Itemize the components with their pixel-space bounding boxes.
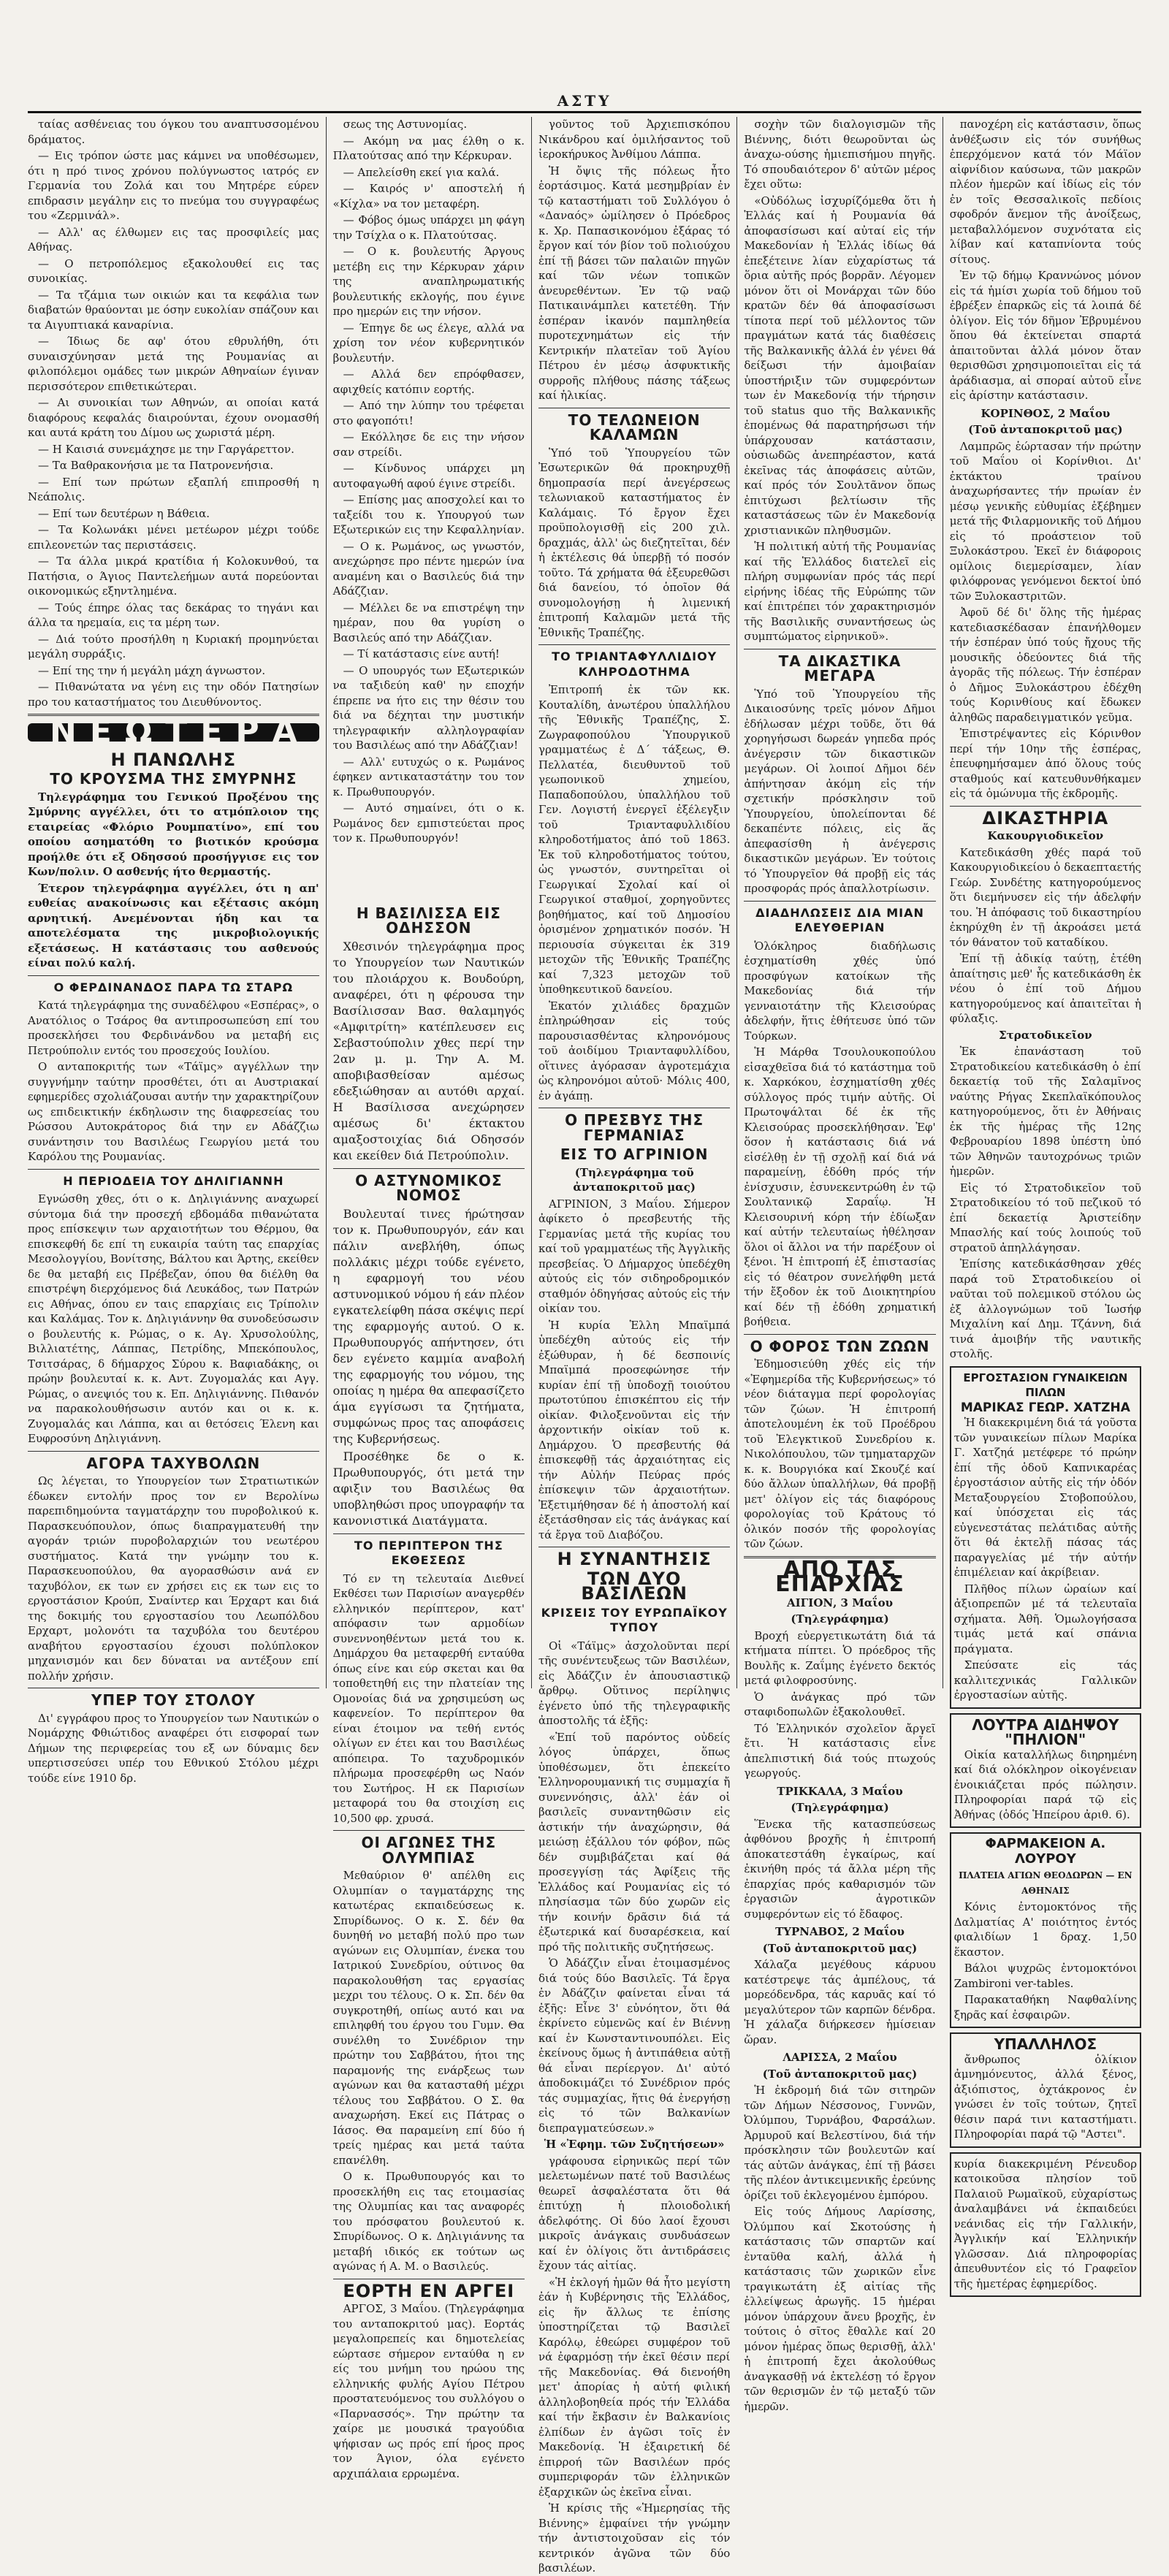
paragraph: — Ίδιως δε αφ' ότου εθρυλήθη, ότι συναισχύνησαν μετά της Ρουμανίας αι φιλοπόλεμοι ομάδες των μικρών Αθηναίων έγιναν περισσότερον επιθετικώτεραι.	[28, 335, 319, 393]
dateline: ΑΙΓΙΟΝ, 3 Μαΐου	[787, 1596, 894, 1609]
article-heading: ΟΙ ΑΓΩΝΕΣ ΤΗΣ ΟΛΥΜΠΙΑΣ	[361, 1834, 497, 1867]
section-heading: ΔΙΚΑΣΤΗΡΙΑ	[982, 807, 1109, 828]
paragraph: Ἡ κυρία Ἑλλη Μπαϊμπά ὑπεδέχθη αὐτούς εἰς τήν ἐξώθυραν, ἡ δέ δεσποινίς Μπαϊμπά προσεφώνησε τήν κυρίαν ἐπί τῇ ὑποδοχῇ τοιούτου πρωτοτύπου ἐπισκέπτου εἰς τήν οἰκίαν. Φιλοξενοῦνται εἰς τήν ἀρχοντικήν οἰκίαν τοῦ κ. Δημάρχου. Ὁ πρεσβευτής θά ἐπισκεφθῇ τάς ἀρχαιότητας εἰς τήν Αὐλήν Πεύρας πρός ἐπίσκεψιν τῶν ἀρχαιοτήτων. Ἐξετιμήθησαν δέ ἡ ἀποστολή καί ἐξετάσθησαν εἰς τάς ἀνάγκας καί τά ἔργα τοῦ Διαβόζου.	[538, 1318, 731, 1542]
section-heading: Η ΠΑΝΩΛΗΣ	[110, 749, 237, 770]
paragraph: — Πιθανώτατα να γένη εις την οδόν Πατησίων προ του καταστήματος του Διευθύνοντος.	[28, 680, 319, 709]
paragraph: Βροχή εὐεργετικωτάτη διά τά κτήματα πίπτει. Ὁ πρόεδρος τῆς Βουλῆς κ. Ζαΐμης ἐγένετο δεκτός μετά φιλοφροσύνης.	[744, 1628, 936, 1687]
paragraph: — Επί των πρώτων εξαπλή επιπροσθή η Νεάπολις.	[28, 475, 319, 503]
paragraph: Τό Ἑλληνικόν σχολεῖον ἄργεῖ ἔτι. Ἡ κατάστασις εἶνε ἀπελπιστική διά τούς πτωχούς γεωργούς.	[744, 1721, 936, 1780]
paragraph: — Τα άλλα μικρά κρατίδια ή Κολοκυνθού, τα Πατήσια, ο Άγιος Παντελεήμων αυτά πορεύονται οικονομικώς εξηντλημένα.	[28, 555, 319, 598]
paragraph: — Αλλ' ευτυχώς ο κ. Ρωμάνος έφηκεν αντικαταστάτην του τον κ. Πρωθυπουργόν.	[332, 755, 525, 799]
advertisement	[950, 2032, 1141, 2148]
paragraph: — Διά τούτο προσήλθη η Κυριακή προμηνύεται μεγάλη συρράξις.	[28, 632, 319, 660]
article-heading: Ο ΑΣΤΥΝΟΜΙΚΟΣ ΝΟΜΟΣ	[355, 1171, 503, 1204]
paragraph: Οἰκία καταλλήλως διηρημένη καί διά ολόκληρον οἰκογένειαν ἐνοικιάζεται πρός πώλησιν. Πληροφορίαι παρά τῷ εἰς Ἀθήνας (ὁδός Ἡπείρου ἀριθ. 6).	[953, 1748, 1138, 1821]
article-heading: ΕΟΡΤΗ ΕΝ ΑΡΓΕΙ	[343, 2280, 515, 2301]
paragraph: Ὑπό τοῦ Ὑπουργείου τῆς Δικαιοσύνης τρεῖς μόνον Δῆμοι ἐδήλωσαν μέχρι τοῦδε, ὅτι θά χορηγήσωσι δωρεάν γηπεδα πρός ἀνέγερσιν τῶν δικαστικῶν μεγάρων. Οἱ λοιποί Δῆμοι δέν ἀπήντησαν ἀκόμη εἰς τήν σχετικήν πρόσκλησιν τοῦ Ὑπουργείου, ὑπολείπονται δέ δεκαπέντε πόλεις, εἰς ἅς ἀπεφασίσθη ἡ ἀνέγερσις δικαστικῶν μεγάρων. Ἐν τούτοις τό Ὑπουργεῖον θά προβῇ εἰς τάς προσφοράς πρός ἀπαλλοτρίωσιν.	[744, 687, 936, 895]
paragraph: Ἐπιστρέψαντες εἰς Κόρινθον περί τήν 10ην τῆς ἑσπέρας, ἐπευφημήσαμεν ἀπό ὅλους τούς σταθμούς καί κατευθυνθήκαμεν εἰς τά ὁμώνυμα τῆς ἐκδρομῆς.	[949, 727, 1142, 800]
paragraph: Ἡ πολιτική αὐτή τῆς Ρουμανίας καί τῆς Ἑλλάδος διατελεῖ εἰς πλήρη συμφωνίαν πρός τάς περί εἰρήνης ἰδέας τῆς Εὐρώπης τῶν καί ἐπιτρέπει τόν χαρακτηρισμόν τῆς Βασιλικῆς συναντήσεως ὡς συμπτώματος εἰρηνικοῦ».	[744, 540, 936, 643]
dateline: ΚΟΡΙΝΘΟΣ, 2 Μαΐου	[980, 406, 1111, 420]
paragraph: — Ο κ. Ρωμάνος, ως γνωστόν, ανεχώρησε προ πέντε ημερών ίνα αναμένη και ο Βασιλεύς διά την Αδάζζιαν.	[332, 539, 525, 598]
paragraph: — Η Καισιά συνεμάχησε με την Γαργάρεττον.	[38, 442, 294, 456]
article-subheading: Ἡ «Ἐφημ. τῶν Συζητήσεων»	[544, 2138, 725, 2151]
divider	[28, 1169, 319, 1170]
ad-heading: ΥΠΑΛΛΗΛΟΣ	[994, 2035, 1097, 2053]
article-subheading: ΕΙΣ ΤΟ ΑΓΡΙΝΙΟΝ	[560, 1146, 709, 1163]
paragraph: — Ακόμη να μας έλθη ο κ. Πλατούτσας από την Κέρκυραν.	[332, 134, 525, 162]
paragraph: — Εις τρόπον ώστε μας κάμνει να υποθέσωμεν, ότι η πρό τινος χρόνου πολύγνωστος ιατρός εν Γερμανία του Ζολά και του Μητρέρε εύρεν επιδρασιν μεγάλην εις το πνεύμα του συγγραφέως του «Ζερμινάλ».	[28, 149, 319, 222]
paragraph: ἄνθρωπος ὁλίκιον ἀμνημόνευτος, ἀλλά ξένος, ἀξιόπιστος, ὀχτάκρονος ἐν γνώσει ἐν τοῖς τούτων, ζητεῖ θέσιν παρά τινι καταστήματι. Πληροφορίαι παρά τῷ "Αστει".	[953, 2052, 1138, 2141]
paragraph: Ἐπιτροπή ἐκ τῶν κκ. Κουταλίδη, ἀνωτέρου ὑπαλλήλου τῆς Ἐθνικῆς Τραπέζης, Σ. Ζωγραφοπούλου Ὑπουργικοῦ γραμματέως ἐ Δ΄ τάξεως, Θ. Πελλατέα, διευθυντοῦ τοῦ γεωπονικοῦ χημείου, Παπαδοπούλου, ὑπαλλήλου τοῦ Γεν. Λογιστή ἐνεργεῖ ἐξέλεγξιν τοῦ Τριανταφυλλιδίου κληροδοτήματος ἀπό τοῦ 1863. Ἐκ τοῦ κληροδοτήματος τούτου, ὡς γνωστόν, συντηρεῖται οἱ Γεωργικαί Σχολαί καί οἱ Γεωργικοί σταθμοί, χορηγοῦντες βοηθήματος, καί τοῦ Δημοσίου ὁρισμένον χρηματικόν ποσόν. Ἡ περιουσία σύγκειται ἐκ 319 μετοχῶν τῆς Ἐθνικῆς Τραπέζης καί 7,323 μετοχῶν τοῦ ὑποθηκευτικοῦ δανείου.	[538, 683, 731, 996]
paragraph: «Ἡ ἐκλογή ἡμῶν θά ἦτο μεγίστη ἐάν ἡ Κυβέρνησις τῆς Ἑλλάδος, εἰς ἥν ἄλλως τε ἐπίσης ὑποστηρίζεται τῷ Βασιλεῖ Καρόλῳ, ἐθεώρει συμφέρον τοῦ νά ἐφαρμόσῃ τήν ἐκεῖ θέσιν περί τῆς Μακεδονίας. Θά διενοήθη μετ' ἀπορίας ἡ αὐτή φιλική ἀλληλοβοηθεία πρός τήν Ἑλλάδα καί τήν ἔκβασιν ἐν Βαλκανίοις ἐλπίδων ἐν ἀγῶσι τοῖς ἐν Μακεδονίᾳ. Ἡ ἐξαιρετική δέ ἐπιρροή τῶν Βασιλέων πρός συμπεριφοράν τῶν ἑλληνικῶν ἐξαρχικῶν ὡς ἐκεῖνα εἶναι.	[538, 2275, 731, 2499]
paragraph: Κατά τηλεγράφημα της συναδέλφου «Εσπέρας», ο Ανατόλιος ο Τσάρος θα αντιπροσωπεύση επί του προσεκλήσει του Φερδινάνδου να μεταβή εις Πετρούπολιν εντός του προσεχούς Ιουλίου.	[28, 999, 319, 1057]
paragraph: γοῦντος τοῦ Ἀρχιεπισκόπου Νικάνδρου καί ὁμιλήσαντος τοῦ ἱεροκήρυκος Ἀνθίμου Λάππα.	[538, 118, 731, 161]
paragraph: — Ο κ. βουλευτής Άργους μετέβη εις την Κέρκυραν χάριν της αναπληρωματικής βουλευτικής εκλογής, που έγινε προ ημερών εις την νήσον.	[332, 245, 525, 318]
paragraph: Ἡ Μάρθα Τσουλουκοπούλου εἰσαχθεῖσα διά τό κατάστημα τοῦ κ. Χαρκόκου, ἐσχηματίσθη χθές σύλλογος πρός τιμήν αὐτῆς. Οἱ Πρωτοψάλται δέ ἐκ τῆς Κλεισούρας προσεκλήθησαν. Ἐφ' ὅσον ἡ κατάστασις διά νά εἰσέλθῃ ἐν τῇ σχολῇ καί διά νά παραμείνῃ, ἐδόθη πρός τήν ἐνίσχυσιν, ἐσυνεκεντρώθη ἐν τῷ Σουλτανικῷ Σαραΐῳ. Ἡ Κλεισουρινή κόρη τήν ἐδίωξαν καί αὐτήν τελευταίως ἠθέλησαν ὅλοι οἱ ἄλλοι να τήν παρέξουν οἱ ξένοι. Ἡ ἐπιτροπή ἐξ ἐπιστασίας εἰς τό θέατρον συνελήφθη μετά τήν ἔξοδον ἐκ τοῦ Διοικητηρίου καί δέν τῇ ἐδόθη χρηματική βοήθεια.	[744, 1045, 936, 1328]
paragraph: Ἐδημοσιεύθη χθές εἰς τήν «Ἐφημερίδα τῆς Κυβερνήσεως» τό νέον διάταγμα περί φορολογίας τῶν ζώων. Ἡ ἐπιτροπή ἀποτελουμένη ἐκ τοῦ Προέδρου τοῦ Ἐλεγκτικοῦ Συνεδρίου κ. Νικολόπουλου, τῶν τμηματαρχῶν κ. κ. Βουργιόκα καί Σκουζέ καί δύο ἄλλων ὑπαλλήλων, θά προβῇ μετ' ὀλίγον εἰς τάς διαφόρους φορολογίας τοῦ Κράτους τό ὁλικόν ποσόν τῆς φορολογίας τῶν ζώων.	[744, 1357, 936, 1550]
dateline: ΤΥΡΝΑΒΟΣ, 2 Μαΐου	[775, 1925, 905, 1938]
paragraph: Παρακαταθήκη Ναφθαλίνης ξηρᾶς καί ἐσφαιρῶν.	[953, 1993, 1138, 2021]
telegram-note: (Τηλεγράφημα τοῦ ἀνταποκριτοῦ μας)	[573, 1165, 696, 1194]
article-subheading: Στρατοδικεῖον	[999, 1028, 1092, 1042]
article-heading: ΤΑ ΔΙΚΑΣΤΙΚΑ ΜΕΓΑΡΑ	[778, 652, 902, 685]
paragraph: Προσέθηκε δε ο κ. Πρωθυπουργός, ότι μετά την αφιξιν του Βασιλέως θα υποβληθώσι προς υπογραφήν τα κανονιστικά Διατάγματα.	[332, 1449, 525, 1528]
telegram-note: (Τοῦ ἀνταποκριτοῦ μας)	[762, 1941, 918, 1955]
paragraph: — Τα Βαθρακονήσια με τα Πατρονενήσια.	[38, 459, 274, 472]
paragraph: Πλῆθος πίλων ὡραίων καί ἀξιοπρεπῶν μέ τά τελευταῖα σχήματα. Ἀθῆ. Ὁμωλογήσασα τιμάς μετά καί σπάνια πράγματα.	[953, 1582, 1138, 1655]
dateline: ΛΑΡΙΣΣΑ, 2 Μαΐου	[782, 2051, 897, 2064]
telegram-note: (Τηλεγράφημα)	[791, 1801, 889, 1814]
telegram-note: (Τοῦ ἀνταποκριτοῦ μας)	[762, 2067, 918, 2081]
paragraph: — Καιρός ν' αποστελή ή «Κίχλα» να τον μεταφέρη.	[332, 182, 525, 210]
paragraph: — Φόβος όμως υπάρχει μη φάγη την Τσίχλα ο κ. Πλατούτσας.	[332, 213, 525, 242]
paragraph: Εἰς τούς Δήμους Λαρίσσης, Ὀλύμπου καί Σκοτούσης ἡ κατάστασις τῶν σπαρτῶν καί ἐνταῦθα καλή, ἀλλά ἡ κατάστασις τῶν χωρικῶν εἶνε τραγικωτάτη ἐξ αἰτίας τῆς ἐλλείψεως ἀρωγῆς. 15 ἡμέραι μόνον ὑπάρχουν ἄνευ βροχῆς, ἐν τούτοις ὁ σῖτος ἔθαλλε καί 20 μόνον ἡμέρας ὅπως θερισθῇ, ἀλλ' ἡ ἐπιτροπή ἔχει ἀκολούθως ἀναγκασθῇ νά ἐκτελέσῃ τό ἔργον τῶν θερισμῶν ἐν τῷ μεταξύ τῶν ἡμερῶν.	[744, 2205, 936, 2413]
paragraph: Οἱ «Τάϊμς» ἀσχολοῦνται περί τῆς συνέντευξεως τῶν Βασιλέων, εἰς Ἀδάζζιν ἐν ἀπουσιαστικῷ ἄρθρῳ. Οὕτινος περίληψις ἐγένετο ὑπό τῆς τηλεγραφικῆς ἀποστολῆς τά ἑξῆς:	[538, 1639, 731, 1727]
paragraph: — Εκόλλησε δε εις την νήσον σαν στρείδι.	[332, 430, 525, 459]
paragraph: — Επίσης μας αποσχολεί και το ταξείδι του κ. Υπουργού των Εξωτερικών εις την Κεφαλληνίαν.	[332, 493, 525, 536]
paragraph: — Μέλλει δε να επιστρέψη την ημέραν, που θα γυρίση ο Βασιλεύς από την Αδάζζιαν.	[332, 601, 525, 644]
paragraph: Ἐπίσης κατεδικάσθησαν χθές παρά τοῦ Στρατοδικείου οἱ ναῦται τοῦ πολεμικοῦ στόλου ὡς ἐξ ἀλλογνώμων τοῦ Ἰωσήφ Μιχαλίνη καί Δημ. Τζάννη, διά τινά ἀμοιβήν τῆς ναυτικῆς στολῆς.	[949, 1257, 1142, 1360]
paragraph: «Ἐπί τοῦ παρόντος οὐδείς λόγος ὑπάρχει, ὅπως ὑποθέσωμεν, ὅτι ἐπεκείτο Ἑλληνορουμανική τις συμμαχία ἤ συνεννόησις, ἀλλ' ἐάν οἱ βασιλεῖς συναντηθῶσιν εἰς ἀστικήν τήν ἀναχώρησιν, θά μειώσῃ ἐξάλλου τόν φόβον, πῶς δέν συμβιβάζεται καί θά προσεγγίσῃ τάς Ἀφίξεις τῆς Ἑλλάδος καί Ρουμανίας εἰς τό πλησίασμα τῶν δύο χωρῶν εἰς τήν κοινήν δρᾶσιν διά τά ἐξωτερικά καί δυσαρέσκεια, καί πρό τῆς πολιτικῆς συζητήσεως.	[538, 1730, 731, 1954]
paragraph: — Τούς έπηρε όλας τας δεκάρας το τηγάνι και άλλα τα ηρεμαία, εις τα μέρη των.	[28, 601, 319, 629]
paragraph: Ἡ ἐκδρομή διά τῶν σιτηρῶν τῶν Δήμων Νέσσονος, Γυννῶν, Ὀλύμπου, Τυρνάβου, Φαρσάλων. Ἀρμυροῦ καί Βελεστίνου, διά τήν πρόσκλησιν τῶν βουλευτῶν καί τάς αὐτῶν ἀνάγκας, ἐπί τῇ βάσει τῆς πλέον ἀντικειμενικῆς ἐρεύνης ὁρίζει τοῦ ἐκλεγομένου ἐμπόρου.	[744, 2084, 936, 2202]
paragraph: — Τα Κολωνάκι μένει μετέωρον μέχρι τούδε επιλεονετών τας περιστάσεις.	[28, 523, 319, 552]
paragraph: Σπεύσατε εἰς τάς καλλιτεχνικάς Γαλλικῶν ἐργοστασίων αὐτῆς.	[953, 1658, 1138, 1702]
ad-heading: ΛΟΥΤΡΑ ΑΙΔΗΨΟΥ	[972, 1715, 1119, 1734]
article-heading: Ο ΠΡΕΣΒΥΣ ΤΗΣ ΓΕΡΜΑΝΙΑΣ	[565, 1111, 704, 1144]
dateline: ΤΡΙΚΚΑΛΑ, 3 Μαΐου	[777, 1784, 903, 1798]
paragraph: — Ο πετροπόλεμος εξακολουθεί εις τας συνοικίας.	[28, 256, 319, 285]
divider	[28, 975, 319, 976]
paragraph: — Από την λύπην του τρέφεται στο φαγοπότι!	[332, 399, 525, 427]
columns	[28, 117, 1142, 2575]
paragraph: Ο κ. Πρωθυπουργός και το προσεκλήθη εις τας ετοιμασίας της Ολυμπίας και τας αναφορές του πρόσφατου βουλευτού κ. Σπυρίδωνος. Ο κ. Δηλιγιάννης τα μεταβή ιδικός εκ τούτων ως αγώνας ή Α. Μ. ο Βασιλεύς.	[332, 2170, 525, 2273]
ad-heading: ΦΑΡΜΑΚΕΙΟΝ Α. ΛΟΥΡΟΥ	[985, 1836, 1106, 1867]
advertisement	[950, 1713, 1141, 1829]
paragraph: Ἐν τῷ δήμῳ Κραννώνος μόνον εἰς τά ἡμίσι χωρία τοῦ δήμου τοῦ ἐβρέξεν ἐπαρκῶς εἰς τά λοιπά δέ ὀλίγον. Εἰς τόν δῆμον Ἐβρυμένου ὅπου θά ἐκτείνεται σπαρτά ἀπαιτοῦνται ἀλλά μόνον ὅταν θερισθῶσι χρησιμοποιεῖται εἰς τά ἀράδιασμα, αἱ σποραί αὐτοῦ εἶνε εἰς ἀρίστην κατάστασιν.	[949, 269, 1142, 402]
paragraph: Βουλευταί τινες ήρώτησαν τον κ. Πρωθυπουργόν, εάν και πάλιν ανεβλήθη, όπως πολλάκις μέχρι τούδε εγένετο, η εφαρμογή του νέου αστυνομικού νόμου ή εάν πλέον εγκατελείφθη πάσα σκέψις περί της εφαρμογής αυτού. Ο κ. Πρωθυπουργός απήντησεν, ότι δεν εγένετο καμμία αναβολή της εφαρμογής του νόμου, της οποίας η ημέρα θα απεφασίζετο άμα εγγίσωσι τα ζητήματα, συμφώνως προς τας αποφάσεις της Κυβερνήσεως.	[332, 1206, 525, 1446]
paragraph: πανοχέρη εἰς κατάστασιν, ὅπως ἀνθέξωσιν εἰς τόν συνήθως ἐπερχόμενον κατά τόν Μάϊον αἰφνίδιον καύσωνα, τῶν μακρῶν πλέον ἡμερῶν καί ἰδίως εἰς τόν ἐν τοῖς Θεσσαλικοῖς πεδίοις σφοδρόν ἄνεμον τῆς ἀνοίξεως, μεταβαλλόμενον συχνότατα εἰς λίβαν καί καταπνίοντα τούς σίτους.	[949, 118, 1142, 266]
article-subheading: Κακουργιοδικεῖον	[987, 829, 1104, 842]
paragraph: Ο ανταποκριτής των «Τάϊμς» αγγέλλων την συγγνήμην ταύτην προσθέτει, ότι αι Αυστριακαί εφημερίδες σχολιάζουσαι αυτήν την χαρακτηρίζουν ως επιδεικτικήν έκδηλωσιν της διαφρεσείας του Ρώσσου Αυτοκράτορος διά την εν Αδάζζιω συνάντησιν του Βασιλέως Γεωργίου μετά του Καρόλου της Ρουμανίας.	[28, 1060, 319, 1163]
ad-subheading: ΠΛΑΤΕΙΑ ΑΓΙΩΝ ΘΕΟΔΩΡΩΝ — ΕΝ ΑΘΗΝΑΙΣ	[959, 1870, 1132, 1896]
divider	[28, 1451, 319, 1452]
running-head	[28, 94, 1141, 113]
paragraph: Χάλαζα μεγέθους κάρυου κατέστρεψε τάς ἀμπέλους, τά μορεόδενδρα, τάς καρυᾶς καί τό μεγαλύτερον τῶν καρπῶν δένδρα. Ἡ χάλαζα διήρκεσεν ἡμίσειαν ὥραν.	[744, 1958, 936, 2046]
paragraph: σοχὴν τῶν διαλογισμῶν τῆς Βιέννης, διότι θεωροῦνται ὡς ἀναχω-ούσης ἡμιεπισήμου πηγῆς. Τό σπουδαιότερον δ' αὐτῶν μέρος ἔχει οὕτω:	[744, 118, 936, 191]
paragraph: γράφουσα εἰρηνικῶς περί τῶν μελετωμένων πατέ τοῦ Βασιλέως θεωρεῖ ἀσφαλέστατα ὅτι θά ἐπιτύχῃ ἡ πλοιοδολική ἀδελφότης. Οἱ δύο λαοί ἔχουσι μικροῖς ἀνάγκαις συνδυάσεων καί ἐν ὀλίγοις ὅτι ἀντιδράσεις ἔχουν τάς αἰτίας.	[538, 2154, 731, 2272]
telegram-note: (Τοῦ ἀνταποκριτοῦ μας)	[968, 423, 1123, 436]
ad-heading: ΜΑΡΙΚΑΣ ΓΕΩΡ. ΧΑΤΖΗΑ	[960, 1400, 1130, 1415]
divider	[333, 1533, 525, 1534]
paragraph: — Τα τζάμια των οικιών και τα κεφάλια των διαβατών θραύονται με όσην ευκολίαν σπάζουν και τα Αιγυπτιακά καναρίνια.	[28, 288, 319, 332]
paragraph: κυρία διακεκριμένη Ρένευδορ κατοικοῦσα πλησίον τοῦ Παλαιοῦ Ρωμαϊκοῦ, εὐχαρίστως ἀναλαμβάνει νά ἐκπαιδεύει νεάνιδας εἰς τήν Γαλλικήν, Ἀγγλικήν καί Ἑλληνικήν γλῶσσαν. Διά πληροφορίας ἀπευθυντέον εἰς τό Γραφεῖον τῆς ἡμετέρας ἐφημερίδος.	[953, 2157, 1138, 2290]
paragraph: Τηλεγράφημα του Γενικού Προξένου της Σμύρνης αγγέλλει, ότι το ατμόπλοιον της εταιρείας «Φλόριο Ρουμπατίνο», επί του οποίου ασηματόθη το βιοτικόν κρούσμα προήλθε ότι εξ Οδησσού προσήγγισε εις τον Κων/πολιν. Ο ασθενής ήτο θερμαστής.	[28, 790, 319, 878]
paragraph: — Τί κατάστασις είνε αυτή!	[343, 647, 500, 660]
paragraph: — Επί της την ή μεγάλη μάχη άγνωστον.	[38, 663, 266, 677]
article-heading: ΤΟ ΤΡΙΑΝΤΑΦΥΛΛΙΔΙΟΥ ΚΛΗΡΟΔΟΤΗΜΑ	[552, 649, 717, 679]
divider	[744, 901, 935, 902]
paragraph: Ἐκ ἐπανάσταση τοῦ Στρατοδικείου κατεδικάσθη ὁ ἐπί δεκαετίᾳ τοῦ τῆς Σαλαμῖνος ναύτης Ρήγας Σκεπλαϊκόπουλος κατηγορούμενος, ὅτι ἐν Ἀθήναις ἐκ τῆς ἡμέρας τῆς 12ης Φεβρουαρίου 1898 ὑπέστη ὑπό τῶν Ἀθηνῶν ταυτοχρόνως τριῶν ἡμερῶν.	[949, 1045, 1142, 1178]
article-heading: ΤΩΝ ΔΥΟ ΒΑΣΙΛΕΩΝ	[581, 1568, 688, 1604]
paragraph: Λαμπρῶς ἑώρτασαν τήν πρώτην τοῦ Μαΐου οἱ Κορίνθιοι. Δι' ἐκτάκτου τραίνου ἀναχωρήσαντες τήν πρωίαν ἐν μέσῳ γενικῆς εὐθυμίας ἐξέβημεν μετά τῆς Φιλαρμονικῆς τοῦ Δήμου εἰς τό προάστειον τοῦ Ξυλοκάστρου. Ἐκεῖ ἐν διάφοροις ομίλοις διεμερίσαμεν, λίαν φιλόφρονας γενόμενοι δεκτοί ὑπό τῶν Ξυλοκαστριτῶν.	[949, 439, 1142, 603]
paragraph: Ὑπό τοῦ Ὑπουργείου τῶν Ἐσωτερικῶν θά προκηρυχθῇ δημοπρασία περί ἀνεγέρσεως τελωνιακοῦ καταστήματος ἐν Καλάμαις. Τό ἔργον ἔχει προϋπολογισθῇ εἰς 200 χιλ. δραχμάς, ἀλλ' ὡς διεζητεῖται, δέν ἡ ἐκτέλεσις θά ὑπερβῇ τό ποσόν τοῦτο. Τά χρήματα θά ἐξευρεθῶσι διά δανείου, τό ὁποῖον θά συνομολογήσῃ ἡ λιμενική ἐπιτροπή Καλαμῶν μετά τῆς Ἐθνικῆς Τραπέζης.	[538, 446, 731, 639]
paragraph: Ὁλόκληρος διαδήλωσις ἐσχηματίσθη χθές ὑπό προσφύγων κατοίκων τῆς Μακεδονίας διά τήν γενναιοτάτην τῆς Κλεισούρας ἀδελφήν, ἥτις ἐθήτευσε ὑπό τῶν Τούρκων.	[744, 939, 936, 1043]
column-2	[326, 117, 531, 2480]
paragraph: σεως της Αστυνομίας.	[343, 118, 468, 131]
advertisement	[950, 1366, 1141, 1709]
paragraph: «Οὐδόλως ἰσχυρίζόμεθα ὅτι ἡ Ἑλλάς καί ἡ Ρουμανία θά ἀποφασίσωσι καί αὐταί εἰς τήν Μακεδονίαν ἡ Ἑλλάς ἰδίως θά ἐπεξέτεινε λίαν εὐχαρίστως τά ὅρια αὐτῆς πρός βορρᾶν. Λέγομεν μόνον ὅτι οἱ Μονάρχαι τῶν δύο κρατῶν δέν θά ἀποφασίσωσι τίποτα περί τοῦ μέλλοντος τῶν πραγμάτων κατά τάς διαθέσεις τῆς Βαλκανικῆς ἀλλά ἐν γένει θά δείξωσι τήν ἀμοιβαίαν ὑποστήριξιν τῶν συμφερόντων των ἐν Μακεδονίᾳ τήν τήρησιν τοῦ status quo τῆς Βαλκανικῆς ἐπομένως θά παρατηρήσωσι τήν ὑπάρχουσαν κατάστασιν, οὐσιωδῶς ἀνεπηρέαστον, κατά ἐκεῖνας τάς ἀποφάσεις αὐτῶν, καί πρός τόν Σουλτᾶνον ὅπως ἐπιτύχωσι βελτίωσιν τῆς καταστάσεως τῶν ἐν Μακεδονίᾳ χριστιανικῶν πληθυσμῶν.	[744, 194, 936, 537]
paragraph: Κατεδικάσθη χθές παρά τοῦ Κακουργιοδικείου ὁ δεκαεπταετής Γεώρ. Συνδέτης κατηγορούμενος ὅτι διεμήνυσεν εἰς τήν ἀδελφήν του. Ἡ ἀπόφασις τοῦ δικαστηρίου ἐκηρύχθη ἐν τῇ ἀκροάσει μετά τόν θάνατον τοῦ καταδίκου.	[949, 845, 1142, 949]
paragraph: Έτερον τηλεγράφημα αγγέλλει, ότι η απ' ευθείας ανακοίνωσις και εξέτασις ακόμη αρνητική. Ανεμένονται ήδη και τα αποτελέσματα της μικροβιολογικής εξετάσεως. Η κατάστασις του ασθενούς είναι πολύ καλή.	[28, 881, 319, 969]
masthead-title: ΑΣΤΥ	[557, 92, 612, 110]
paragraph: — Αλλά δεν επρόφθασεν, αφιχθείς κατόπιν εορτής.	[332, 367, 525, 396]
paragraph: — Ο υπουργός των Εξωτερικών να ταξιδεύη καθ' ην εποχήν έπρεπε να ήτο εις την θέσιν του διά να δέχηται την μυστικήν τηλεγραφικήν αλληλογραφίαν του Βασιλέως από την Αδάζζιαν!	[332, 663, 525, 752]
paragraph: Ἕνεκα τῆς κατασπεύσεως ἀφθόνου βροχῆς ἡ ἐπιτροπή ἀποκατεστάθη ἐγκαίρως, καί ἐκινήθη πρός τά ἄλλα μέρη τῆς ἐπαρχίας πρός καθαρισμόν τῶν ἐργασιῶν ἀγροτικῶν συμφερόντων εἰς τό ἔδαφος.	[744, 1817, 936, 1921]
column-1	[28, 117, 326, 1785]
spacer	[333, 847, 525, 902]
paragraph: ΑΓΡΙΝΙΟΝ, 3 Μαΐου. Σήμερον ἀφίκετο ὁ πρεσβευτής τῆς Γερμανίας μετά τῆς κυρίας του καί τοῦ γραμματέως τῆς Ἀγγλικῆς πρεσβείας. Ὁ Δήμαρχος ὑπεδέχθη αὐτούς εἰς τόν σιδηροδρομικόν σταθμόν ὁδηγήσας αὐτούς εἰς τήν οἰκίαν του.	[538, 1197, 731, 1315]
column-4	[736, 117, 942, 2413]
paragraph: Ἡ ὄψις τῆς πόλεως ἦτο ἑορτάσιμος. Κατά μεσημβρίαν ἐν τῷ καταστήματι τοῦ Συλλόγου ὁ «Δαναός» ὡμίλησεν ὁ Πρόεδρος κ. Χρ. Παπασικονόμου ἐξάρας τό ἔργον καί τόν βίον τοῦ πολιούχου ἐπί τῇ βάσει τῶν παλαιῶν πηγῶν καί τῶν νέων τοπικῶν ἀνευρεθέντων. Ἐν τῷ ναῷ Πατικαινάμπλει κατετέθη. Τήν ἑσπέραν ἱκανόν παμπληθεία πυροτεχνημάτων εἰς τήν Κεντρικήν πλατεῖαν τοῦ Ἁγίου Πέτρου ἐν μέσῳ ἀσφυκτικῆς συρροῆς πλήθους πάσης τάξεως καί ἡλικίας.	[538, 164, 731, 402]
paragraph: Ὁ Ἀδάζζιν εἶναι ἐτοιμασμένος διά τούς δύο Βασιλεῖς. Τά ἔργα ἐν Ἀδάζζιν φαίνεται εἶναι τά ἐξῆς: Εἶνε 3' εὐνόητον, ὅτι θά ἐκρίνετο εὐμενῶς καί ἐν Βιέννῃ καί ἐν Κωνσταντινουπόλει. Εἰς ἐκείνους ὅμως ἡ ἀντιπάθεια αὐτῇ θά εἶναι περίεργον. Δι' αὐτό ἀποδοκιμάζει τό Συνέδριον πρός τάς συμμαχίας, ἥτις θά ἐνεργήσῃ εἰς τό τῶν Βαλκανίων διεπραγματεύσεων.»	[538, 1956, 731, 2135]
paragraph: — Απελείσθη εκεί για καλά.	[343, 165, 500, 179]
paragraph: Χθεσινόν τηλεγράφημα προς το Υπουργείον των Ναυτικών του πλοιάρχου κ. Βουδούρη, αναφέρει, ότι η φέρουσα την Βασίλισσαν Βασ. θαλαμηγός «Αμφιτρίτη» κατέπλευσεν εις Σεβαστούπολιν χθες περί την 2αν μ. μ. Την Α. Μ. αποβιβασθείσαν αμέσως εδεξιώθησαν αι αυτόθι αρχαί. Η Βασίλισσα ανεχώρησεν αμέσως δι' έκτακτου αμαξοστοιχίας διά Οδησσόν και εκείθεν διά Πετρούπολιν.	[332, 939, 525, 1162]
paragraph: Τό εν τη τελευταία Διεθνεί Εκθέσει των Παρισίων αναγερθέν ελληνικόν περίπτερον, κατ' απόφασιν των αρμοδίων συνεννοηθέντων μετά του κ. Δημάρχου θα μεταφερθή ενταύθα όπως είνε και εύρ σκεται και θα τοποθετηθή εις την πλατείαν της Ομονοίας διά να χρησιμεύση ως καφενείον. Το περίπτερον θα είναι έτοιμον να τεθή εντός ολίγων εν έτει και του Βασιλέως απόπειρα. Το ταχυδρομικόν πλήρωμα προσεφέρθη ως Ναόν του Σωτήρος. Η εκ Παρισίων μεταφορά του θα στοιχίση εις 10,500 φρ. χρυσά.	[332, 1571, 525, 1825]
paragraph: Ἑκατόν χιλιάδες δραχμῶν ἐπληρώθησαν εἰς τούς παρουσιασθέντας κληρονόμους τοῦ ἀοιδίμου Τριανταφυλλίδου, οἵτινες ἀγόρασαν ἀγροτεμάχια ὡς κληρονόμοι αὐτοῦ· Μόλις 400, ἐν ἀγάπῃ.	[538, 999, 731, 1102]
paragraph: ΑΡΓΟΣ, 3 Μαΐου. (Τηλεγράφημα του ανταποκριτού μας). Εορτάς μεγαλοπρεπείς και δημοτελείας εώρτασε σήμερον ενταύθα η εν είς του μνήμη του ηρώου της ελληνικής φυλής Αγίου Πέτρου προστατευόμενος του συλλόγου ο «Παρνασσός». Την πρώτην τα χαίρε με μουσικά τραγούδια ψήφισαν ως πρός επί ήρος προς τον Άγιον, όλα εγένετο αρχιπάλαια ερρωμένα.	[332, 2302, 525, 2480]
article-subheading: ΚΡΙΣΕΙΣ ΤΟΥ ΕΥΡΩΠΑΪΚΟΥ ΤΥΠΟΥ	[541, 1605, 728, 1634]
section-heading: ΑΠΟ ΤΑΣ ΕΠΑΡΧΙΑΣ	[775, 1556, 905, 1597]
article-heading: Η ΒΑΣΙΛΙΣΣΑ ΕΙΣ ΟΔΗΣΣΟΝ	[356, 904, 501, 937]
article-heading: Η ΠΕΡΙΟΔΕΙΑ ΤΟΥ ΔΗΛΙΓΙΑΝΝΗ	[63, 1173, 284, 1188]
article-heading: ΔΙΑΔΗΛΩΣΕΙΣ ΔΙΑ ΜΙΑΝ ΕΛΕΥΘΕΡΙΑΝ	[755, 905, 924, 934]
paragraph: — Αι συνοικίαι των Αθηνών, αι οποίαι κατά διαφόρους κεφαλάς διαιρούνται, έχουν ονομασθή και αυτά κράτη του Δίμου ως χωριστά μέρη.	[28, 396, 319, 439]
paragraph: Ἡ κρίσις τῆς «Ἡμερησίας τῆς Βιέννης» ἐμφαίνει τήν γνώμην τήν ἀντιστοιχοῦσαν εἰς τόν κεντρικόν ἀγῶνα τῶν δύο βασιλέων.	[538, 2501, 731, 2575]
article-heading: Ο ΦΟΡΟΣ ΤΩΝ ΖΩΩΝ	[750, 1337, 930, 1355]
article-heading: ΥΠΕΡ ΤΟΥ ΣΤΟΛΟΥ	[91, 1691, 256, 1709]
paragraph: — Έπηγε δε ως έλεγε, αλλά να χρίση τον νέον κυβερνητικόν βουλευτήν.	[332, 321, 525, 365]
paragraph: Βάλοι ψυχρῶς ἐντομοκτόνοι Zambironi ver-tables.	[953, 1962, 1138, 1990]
paragraph: ταίας ασθένειας του όγκου του αναπτυσσομένου δράματος.	[28, 118, 319, 146]
article-heading: ΤΟ ΤΕΛΩΝΕΙΟΝ ΚΑΛΑΜΩΝ	[568, 411, 701, 443]
article-heading: Ο ΦΕΡΔΙΝΑΝΔΟΣ ΠΑΡΑ ΤΩ ΣΤΑΡΩ	[53, 980, 294, 994]
divider	[950, 806, 1141, 807]
divider	[333, 1830, 525, 1831]
advertisement	[950, 1832, 1141, 2028]
paragraph: Ως λέγεται, το Υπουργείον των Στρατιωτικών έδωκεν εντολήν προς τον εν Βερολίνω παρεπιδημούντα ταγματάρχην του πυροβολικού κ. Παρασκευόπουλον, όπως διαπραγματευθή την αγοράν τριών πυροβολαρχιών του νεωτέρου συστήματος. Κατά την γνώμην του κ. Παρασκευοπούλου, θα αγορασθώσιν ανά εν ταχυβόλον, εκ των εν χρήσει εις εκ των εις το εργοστάσιον Κρούπ, Σναίντερ και Έρχαρτ και διά της δοκιμής του εργοστασίου του Λεωπόλδου Ερχαρτ, μολονότι τα ταχυβόλα του δευτέρου αναβήτου εργοστασίου έχουσι πολύπλοκον μηχανισμόν και δεν δύναται να αντέξουν επί πολλήν χρήσιν.	[28, 1474, 319, 1683]
section-title: ΝΕΩΤΕΡΑ	[28, 723, 319, 742]
divider	[333, 1168, 525, 1169]
paragraph: — Αλλ' ας έλθωμεν εις τας προσφιλείς μας Αθήνας.	[28, 225, 319, 254]
article-heading: Η ΣΥΝΑΝΤΗΣΙΣ	[557, 1549, 712, 1569]
paragraph: — Κίνδυνος υπάρχει μη αυτοφαγωθή αφού έγινε στρείδι.	[332, 462, 525, 490]
neotera-banner	[28, 713, 319, 750]
column-5	[943, 117, 1142, 2290]
paragraph: Ἡ διακεκριμένη διά τά γοῦστα τῶν γυναικείων πίλων Μαρίκα Γ. Χατζηά μετέφερε τό πρώην ἐπί τῆς ὁδοῦ Καπνικαρέας ἐργοστάσιον αὐτῆς εἰς τήν ὁδόν Μεταξουργείου Στοβοπούλου, καί ὑπόσχεται εἰς τάς εὐγενεστάτας πελάτιδας αὐτῆς ὅτι θά ἐκτελῇ πάσας τάς παραγγελίας μέ τήν αὐτήν ἐπιμέλειαν καί ἀκρίβειαν.	[953, 1416, 1138, 1579]
paragraph: Εγνώσθη χθες, ότι ο κ. Δηλιγιάννης αναχωρεί σύντομα διά την προσεχή εβδομάδα πιθανώτατα προς επίσκεψιν των αρχαιοτήτων του Θέρμου, θα επισκεφθή δε επί τη ευκαιρία ταύτη τας επαρχίας Μεσολογγίου, Βονίτσης, Βάλτου και Άρτης, εκείθεν δε θα μεταβή εις Πρέβεζαν, όπου θα διέλθη θα επιστρέψη διερχόμενος διά Λευκάδος, των Πατρών εις Αθήνας, όπου εν ταις επαρχίαις εις Τρίπολιν και Καλάμας. Τον κ. Δηλιγιάννην θα συνοδεύσωσιν ο βουλευτής κ. Ρώμας, ο κ. Αγ. Χρυσολούλης, Βιλλιατέτης, Λάππας, Πετρίδης, Μπεκόπουλος, Τσιτσάρας, δ δήμαρχος Σύρου κ. Βαφιαδάκης, οι πρώην βουλευταί κ. κ. Αντ. Ζυγομαλάς και Αγγ. Ρώμας, ο ανεψιός του κ. Επ. Δηλιγιάννης. Πιθανόν να παρακολουθήσωσιν αυτόν και οι κ. κ. Ζυγομαλάς και Λάππα, και αι θετόσεις Έλενη και Ευφροσύνη Δηλιγιάννη.	[28, 1192, 319, 1445]
paragraph: Ἀφοῦ δέ δι' ὅλης τῆς ἡμέρας κατεδιασκέδασαν ἐπανήλθομεν τήν ἑσπέραν ὑπό τούς ἤχους τῆς μουσικῆς ὁδεύοντες διά τῆς ἀγορᾶς τῆς πόλεως. Τήν ἑσπέραν ὁ Δῆμος Ξυλοκάστρου ἐδέχθη τούς Κορινθίους καί ἔδωκεν ἀληθῶς παραδειγματικόν γεῦμα.	[949, 606, 1142, 724]
paragraph: Ἐπί τῇ ἀδικίᾳ ταύτῃ, ἐτέθη ἀπαίτησις μεθ' ἧς κατεδικάσθη ἐκ νέου ὁ ἐπί τοῦ Δήμου κατηγορούμενος καί ἀπαιτεῖται ἡ φύλαξις.	[949, 952, 1142, 1025]
divider	[744, 1334, 935, 1335]
ad-heading: "ΠΗΛΙΟΝ"	[1005, 1731, 1086, 1748]
paragraph: Εἰς τό Στρατοδικεῖον τοῦ Στρατοδικείου τό τοῦ πεζικοῦ τό ἐπί δεκαετίᾳ Ἀριστείδην Μπασλής καί τούς λοιπούς τοῦ στρατοῦ ἀπηλλάγησαν.	[949, 1181, 1142, 1254]
ad-heading: ΕΡΓΟΣΤΑΣΙΟΝ ΓΥΝΑΙΚΕΙΩΝ ΠΙΛΩΝ	[963, 1371, 1128, 1399]
divider	[538, 644, 730, 645]
article-heading: ΤΟ ΚΡΟΥΣΜΑ ΤΗΣ ΣΜΥΡΝΗΣ	[50, 770, 297, 788]
article-heading: ΑΓΟΡΑ ΤΑΧΥΒΟΛΩΝ	[86, 1454, 261, 1472]
paragraph: Ὁ ἀνάγκας πρό τῶν σταφιδοπωλῶν ἐξακολουθεῖ.	[744, 1690, 936, 1718]
article-heading: ΤΟ ΠΕΡΙΠΤΕΡΟΝ ΤΗΣ ΕΚΘΕΣΕΩΣ	[354, 1538, 503, 1567]
paragraph: — Επί των δευτέρων η Βάθεια.	[38, 506, 210, 520]
advertisement	[950, 2152, 1141, 2298]
column-3	[531, 117, 736, 2575]
paragraph: Δι' εγγράφου προς το Υπουργείον των Ναυτικών ο Νομάρχης Φθιώτιδος αναφέρει ότι εισφοραί των Δήμων της περιφερείας του εξ ων δύναμις δεν υπερτισσεύσει υπέρ του Εθνικού Στόλου μέχρι τούδε είνε 1910 δρ.	[28, 1711, 319, 1785]
paragraph: Μεθαύριον θ' απέλθη εις Ολυμπίαν ο ταγματάρχης της κατωτέρας εκπαιδεύσεως κ. Σπυρίδωνος. Ο κ. Σ. δέν θα δυνηθή νο μεταβή πολύ προ των αγώνων εις Ολυμπίαν, ένεκα του Ιατρικού Συνεδρίου, ούτινος θα παρακολουθήση τας εργασίας μεχρι του τέλους. Ο κ. Σπ. δέν θα συγκροτηθή, οπίως αυτό και να επιληφθή του έργου του Γυμν. Θα συνέλθη το Συνέδριον την πρώτην του Σαββάτου, ήτοι της παραμονής της ενάρξεως των αγώνων και θα κατασταθή μέχρι τέλους του Σαββάτου. Ο Σ. θα αναχωρήση. Εκεί εις Πάτρας ο Ιάσος. Θα παραμείνη επί δύο ή τρείς ημέρας και μετά ταύτα επανέλθη.	[332, 1869, 525, 2167]
paragraph: Κόνις ἐντομοκτόνος τῆς Δαλματίας Α' ποιότητος ἐντός φιαλιδίων 1 δραχ. 1,50 ἕκαστον.	[953, 1900, 1138, 1959]
telegram-note: (Τηλεγράφημα)	[791, 1612, 889, 1626]
paragraph: — Αυτό σημαίνει, ότι ο κ. Ρωμάνος δεν εμπιστεύεται προς τον κ. Πρωθυπουργόν!	[332, 801, 525, 845]
